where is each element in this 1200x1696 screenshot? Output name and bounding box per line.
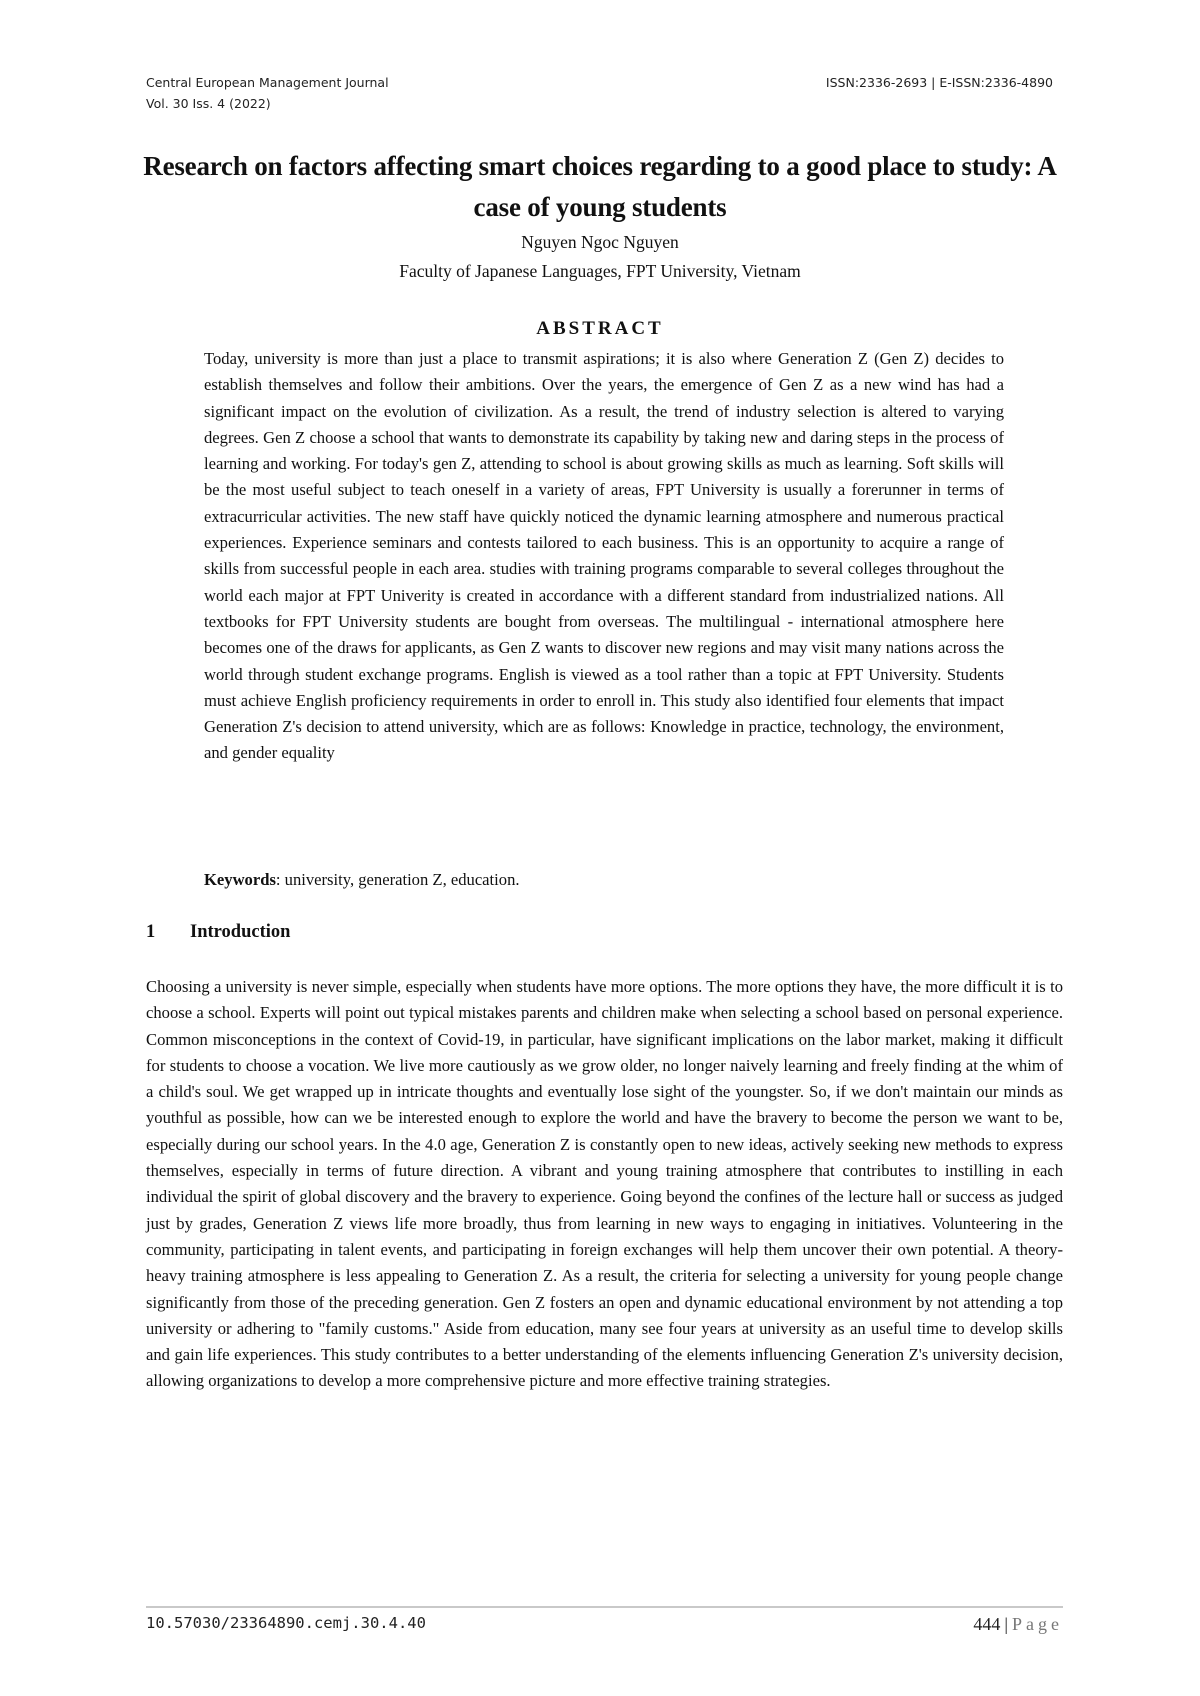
journal-volume: Vol. 30 Iss. 4 (2022) [146,96,271,111]
keywords-text: : university, generation Z, education. [275,870,520,889]
paper-title: Research on factors affecting smart choices regarding to a good place to study: A case of young students [143,151,1057,222]
footer-doi: 10.57030/23364890.cemj.30.4.40 [146,1614,426,1632]
section-heading [146,922,290,943]
journal-name: Central European Management Journal [146,75,389,90]
section-number: 1 [146,922,156,942]
keywords-line [204,870,1004,890]
introduction-text: Choosing a university is never simple, especially when students have more options. The more options they have, the more difficult it is to choose a school. Experts will point out typical mistakes parents and children make when selecting a school based on personal experience. Common misconceptions in the context of Covid-19, in particular, have significant implications on the labor market, making it difficult for students to choose a vocation. We live more cautiously as we grow older, no longer naively learning and freely finding at the whim of a child's soul. We get wrapped up in intricate thoughts and eventually lose sight of the youngster. So, if we don't maintain our minds as youthful as possible, how can we be interested enough to explore the world and have the bravery to become the person we want to be, especially during our school years. In the 4.0 age, Generation Z is constantly open to new ideas, actively seeking new methods to express themselves, especially in terms of future direction. A vibrant and young training atmosphere that contributes to instilling in each individual the spirit of global discovery and the bravery to experience. Going beyond the confines of the lecture hall or success as judged just by grades, Generation Z views life more broadly, thus from learning in new ways to engaging in initiatives. Volunteering in the community, participating in talent events, and participating in foreign exchanges will help them uncover their own potential. A theory-heavy training atmosphere is less appealing to Generation Z. As a result, the criteria for selecting a university for young people change significantly from those of the preceding generation. Gen Z fosters an open and dynamic educational environment by not attending a top university or adhering to "family customs." Aside from education, many see four years at university as an useful time to develop skills and gain life experiences. This study contributes to a better understanding of the elements influencing Generation Z's university decision, allowing organizations to develop a more comprehensive picture and more effective training strategies. [146,977,1063,1391]
journal-issn: ISSN:2336-2693 | E-ISSN:2336-4890 [825,75,1053,90]
author-affiliation: Faculty of Japanese Languages, FPT University, Vietnam [399,261,801,281]
keywords-label: Keywords [204,870,276,889]
footer-separator: | [1004,1614,1008,1634]
footer-divider [146,1606,1063,1608]
abstract-heading: ABSTRACT [536,318,664,339]
section-title: Introduction [190,922,291,942]
footer-page [973,1614,1063,1635]
author-name: Nguyen Ngoc Nguyen [521,232,679,252]
abstract-text: Today, university is more than just a place to transmit aspirations; it is also where Generation Z (Gen Z) decides to establish themselves and follow their ambitions. Over the years, the emergence of Gen Z as a new wind has had a significant impact on the evolution of civilization. As a result, the trend of industry selection is altered to varying degrees. Gen Z choose a school that wants to demonstrate its capability by taking new and daring steps in the process of learning and working. For today's gen Z, attending to school is about growing skills as much as learning. Soft skills will be the most useful subject to teach oneself in a variety of areas, FPT University is usually a forerunner in terms of extracurricular activities. The new staff have quickly noticed the dynamic learning atmosphere and numerous practical experiences. Experience seminars and contests tailored to each business. This is an opportunity to acquire a range of skills from successful people in each area. studies with training programs comparable to several colleges throughout the world each major at FPT Univerity is created in accordance with a different standard from industrialized nations. All textbooks for FPT University students are bought from overseas. The multilingual - international atmosphere here becomes one of the draws for applicants, as Gen Z wants to discover new regions and may visit many nations across the world through student exchange programs. English is viewed as a tool rather than a topic at FPT University. Students must achieve English proficiency requirements in order to enroll in. This study also identified four elements that impact Generation Z's decision to attend university, which are as follows: Knowledge in practice, technology, the environment, and gender equality [204,349,1004,763]
page-label: Page [1012,1614,1063,1634]
page-number: 444 [973,1614,1001,1634]
